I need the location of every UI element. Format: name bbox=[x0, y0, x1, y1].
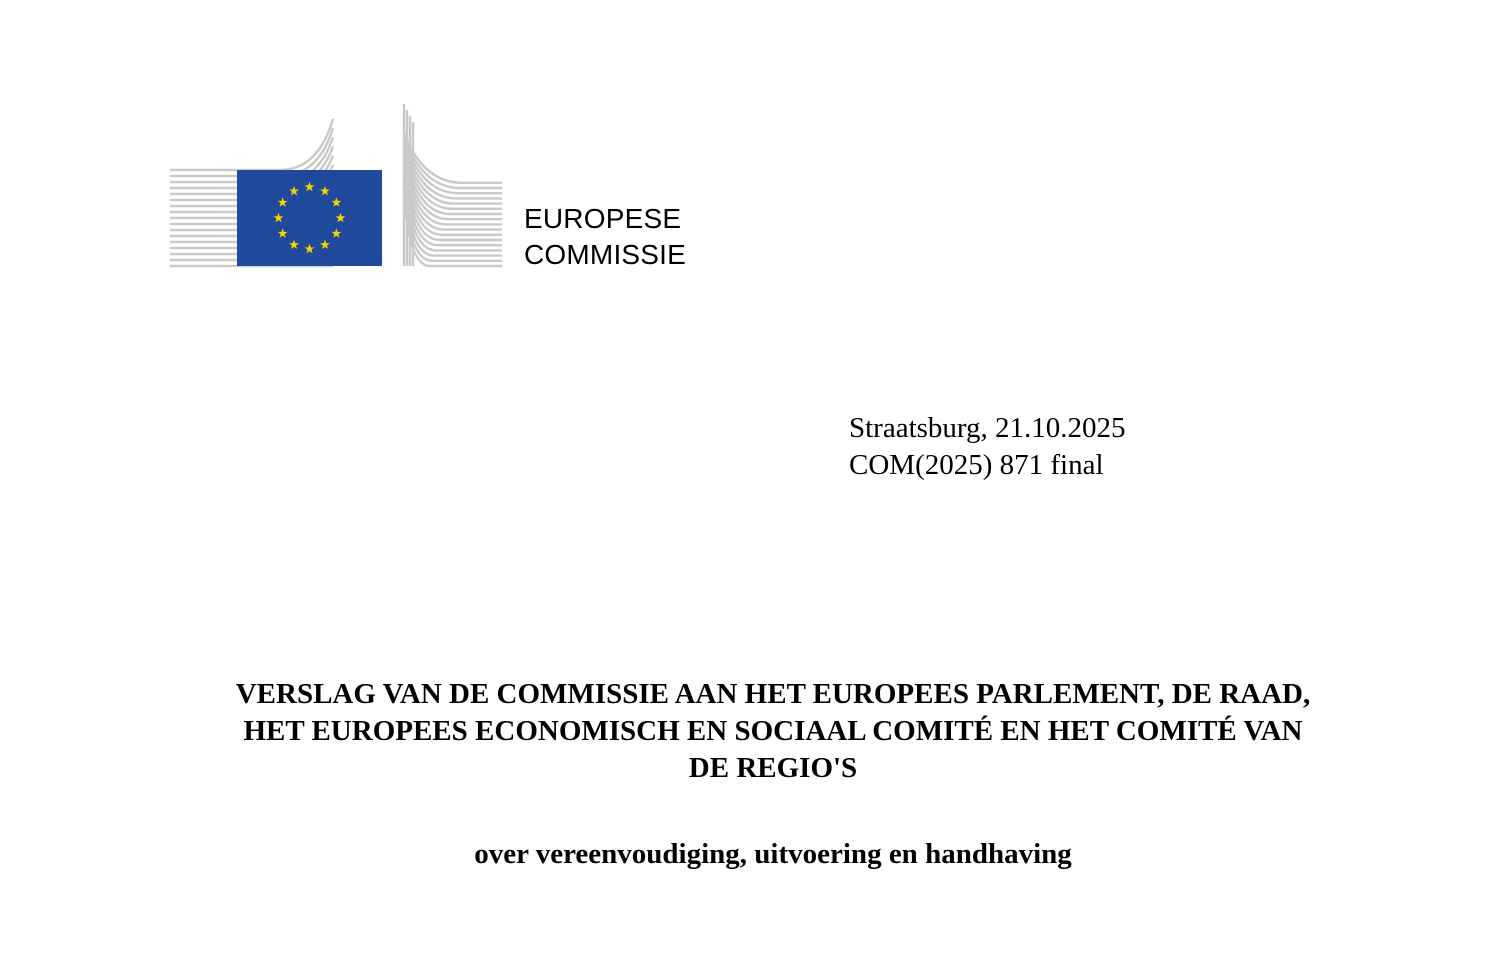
building-right-lines bbox=[404, 104, 502, 266]
document-title-line: HET EUROPEES ECONOMISCH EN SOCIAAL COMITÉ EN HET COMITÉ VAN bbox=[243, 715, 1303, 747]
document-title-line: VERSLAG VAN DE COMMISSIE AAN HET EUROPEES PARLEMENT, DE RAAD, bbox=[235, 678, 1311, 710]
document-title bbox=[150, 676, 1396, 787]
organization-name-line2: COMMISSIE bbox=[524, 239, 687, 270]
building-line bbox=[170, 119, 333, 170]
place-date: Straatsburg, 21.10.2025 bbox=[849, 412, 1126, 444]
document-reference: COM(2025) 871 final bbox=[849, 449, 1104, 481]
document-title-line: DE REGIO'S bbox=[688, 752, 858, 784]
eu-commission-logo bbox=[168, 100, 508, 270]
organization-name-line1: EUROPESE bbox=[524, 203, 682, 234]
document-subtitle: over vereenvoudiging, uitvoering en handhaving bbox=[474, 838, 1072, 870]
organization-name bbox=[524, 201, 686, 273]
document-meta bbox=[849, 410, 1126, 484]
